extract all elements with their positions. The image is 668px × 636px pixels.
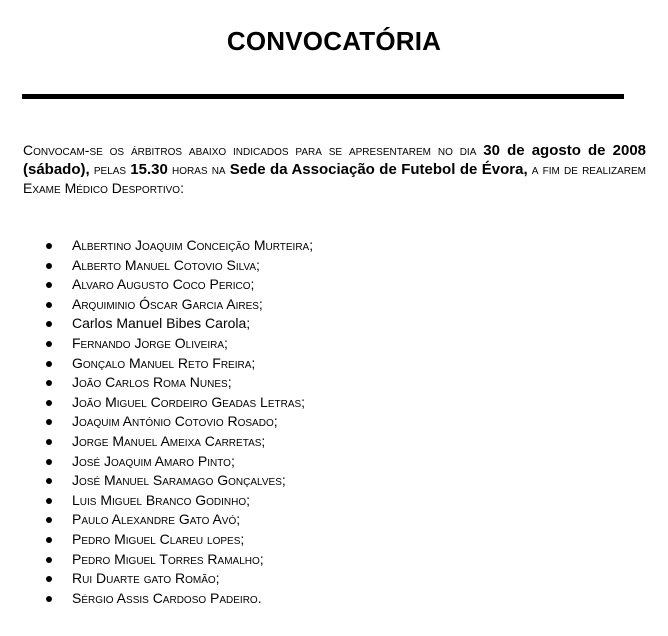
list-item: [36, 314, 313, 334]
list-item: [36, 491, 313, 511]
bullet-icon: [46, 557, 52, 563]
bullet-icon: [46, 537, 52, 543]
bullet-icon: [46, 576, 52, 582]
bullet-icon: [46, 478, 52, 484]
bullet-icon: [46, 302, 52, 308]
bullet-icon: [46, 517, 52, 523]
referee-name: Joaquim António Cotovio Rosado;: [72, 413, 278, 430]
bullet-icon: [46, 243, 52, 249]
intro-text-1: Convocam-se os árbitros abaixo indicados para se apresentarem no dia: [23, 142, 484, 158]
document-title: CONVOCATÓRIA: [226, 26, 442, 56]
bullet-icon: [46, 361, 52, 367]
list-item: [36, 373, 313, 393]
referee-name: Gonçalo Manuel Reto Freira;: [72, 354, 256, 371]
referee-name: Paulo Alexandre Gato Avó;: [72, 511, 241, 528]
list-item: [36, 393, 313, 413]
referee-name: Carlos Manuel Bibes Carola;: [72, 315, 251, 332]
list-item: [36, 530, 313, 550]
bullet-icon: [46, 498, 52, 504]
list-item: [36, 295, 313, 315]
referee-name: Sérgio Assis Cardoso Padeiro.: [72, 589, 262, 606]
intro-place: Sede da Associação de Futebol de Évora,: [229, 161, 528, 178]
bullet-icon: [46, 439, 52, 445]
bullet-icon: [46, 321, 52, 327]
referee-name: Luis Miguel Branco Godinho;: [72, 491, 251, 508]
intro-text-2: pelas: [89, 161, 131, 177]
list-item: [36, 334, 313, 354]
bullet-icon: [46, 596, 52, 602]
intro-text-3: horas na: [167, 161, 230, 177]
referee-name: Alvaro Augusto Coco Perico;: [72, 276, 255, 293]
referee-name: José Joaquim Amaro Pinto;: [72, 452, 235, 469]
referee-name: Rui Duarte gato Romão;: [72, 570, 220, 587]
intro-paragraph: [23, 141, 646, 198]
title-divider: [22, 94, 624, 99]
list-item: [36, 569, 313, 589]
referee-name: João Miguel Cordeiro Geadas Letras;: [72, 393, 306, 410]
list-item: [36, 236, 313, 256]
referee-list: [36, 236, 313, 608]
referee-name: Arquiminio Óscar Garcia Aires;: [72, 295, 263, 312]
intro-time: 15.30: [130, 161, 168, 178]
list-item: [36, 550, 313, 570]
bullet-icon: [46, 400, 52, 406]
list-item: [36, 275, 313, 295]
bullet-icon: [46, 459, 52, 465]
referee-name: João Carlos Roma Nunes;: [72, 374, 232, 391]
list-item: [36, 432, 313, 452]
referee-name: José Manuel Saramago Gonçalves;: [72, 472, 286, 489]
list-item: [36, 589, 313, 609]
list-item: [36, 471, 313, 491]
referee-name: Pedro Miguel Torres Ramalho;: [72, 550, 264, 567]
list-item: [36, 256, 313, 276]
list-item: [36, 452, 313, 472]
intro-date: 30 de agosto de 2008 (sábado),: [23, 142, 647, 178]
list-item: [36, 510, 313, 530]
list-item: [36, 354, 313, 374]
bullet-icon: [46, 341, 52, 347]
referee-name: Jorge Manuel Ameixa Carretas;: [72, 432, 266, 449]
referee-name: Pedro Miguel Clareu lopes;: [72, 530, 245, 547]
intro-text-4: a fim de realizarem Exame Médico Desportivo:: [23, 161, 646, 196]
referee-name: Albertino Joaquim Conceição Murteira;: [72, 237, 314, 253]
bullet-icon: [46, 419, 52, 425]
referee-name: Alberto Manuel Cotovio Silva;: [72, 256, 260, 273]
bullet-icon: [46, 380, 52, 386]
bullet-icon: [46, 263, 52, 269]
list-item: [36, 412, 313, 432]
referee-name: Fernando Jorge Oliveira;: [72, 334, 228, 351]
bullet-icon: [46, 282, 52, 288]
